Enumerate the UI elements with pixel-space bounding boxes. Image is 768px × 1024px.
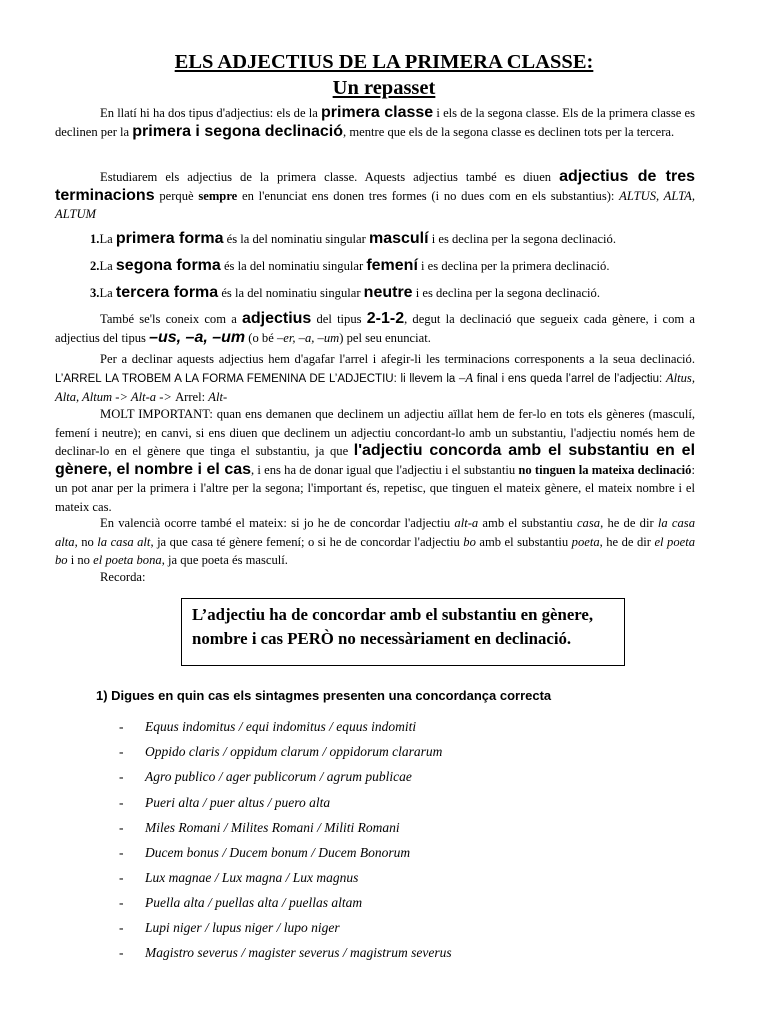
exercise-question: 1) Digues en quin cas els sintagmes presenten una concordança correcta	[96, 688, 552, 703]
root-paragraph: Per a declinar aquests adjectius hem d'agafar l'arrel i afegir-li les terminacions corresponents a la seua declinació. L’ARREL LA TROBEM A LA FORMA FEMENINA DE L’ADJECTIU: li llevem la –A final i ens queda l’arrel de l’adjectiu: Altus, Alta, Altum -> Alt-a -> Arrel: Alt-	[55, 352, 695, 404]
type-paragraph: També se'ls coneix com a adjectius del tipus 2-1-2, degut la declinació que segueix cada gènere, i com a adjectius del tipus –us, –a, –um (o bé –er, –a, –um) pel seu enunciat.	[55, 310, 695, 346]
rule-line: nombre i cas PERÒ no necessàriament en declinació.	[192, 629, 572, 648]
page-title: ELS ADJECTIUS DE LA PRIMERA CLASSE:	[174, 51, 594, 73]
rule-box	[181, 598, 625, 666]
list-item: - Puella alta / puellas alta / puellas altam	[119, 895, 363, 910]
list-item: - Lux magnae / Lux magna / Lux magnus	[119, 870, 359, 885]
list-item: - Oppido claris / oppidum clarum / oppidorum clararum	[119, 744, 443, 759]
intro-paragraph: En llatí hi ha dos tipus d'adjectius: els de la primera classe i els de la segona classe. Els de la primera classe es declinen per la primera i segona declinació, mentre que els de la segona classe es declinen tots per la tercera.	[55, 104, 695, 140]
recorda-label: Recorda:	[100, 570, 146, 584]
valencian-paragraph: En valencià ocorre també el mateix: si jo he de concordar l'adjectiu alt-a amb el substantiu casa, he de dir la casa alta, no la casa alt, ja que casa té gènere femení; o si he de concordar l'adjectiu bo amb el substantiu poeta, he de dir el poeta bo i no el poeta bona, ja que poeta és masculí.	[55, 516, 695, 567]
three-terminations-paragraph: Estudiarem els adjectius de la primera classe. Aquests adjectius també es diuen adjectius de tres terminacions perquè sempre en l'enunciat ens donen tres formes (i no dues com en els substantius): ALTUS, ALTA, ALTUM	[55, 168, 696, 221]
rule-line: L’adjectiu ha de concordar amb el substantiu en gènere,	[192, 605, 594, 624]
list-item: - Equus indomitus / equi indomitus / equus indomiti	[119, 719, 417, 734]
important-paragraph: MOLT IMPORTANT: quan ens demanen que declinem un adjectiu aïllat hem de fer-lo en tots els gèneres (masculí, femení i neutre); en canvi, si ens diuen que declinem un adjectiu concordant-lo amb un substantiu, l'adjectiu només hem de declinar-lo en el gènere que tinga el substantiu, ja que l'adjectiu concorda amb el substantiu en el gènere, el nombre i el cas, i ens ha de donar igual que l'adjectiu i el substantiu no tinguen la mateixa declinació: un pot anar per la primera i l'altre per la segona; l'important és, repetisc, que tinguen el mateix gènere, el mateix nombre i el mateix cas.	[55, 407, 696, 514]
list-item: - Lupi niger / lupus niger / lupo niger	[119, 920, 340, 935]
list-item: 1.La primera forma és la del nominatiu singular masculí i es declina per la segona declinació.	[90, 230, 617, 247]
list-item: - Magistro severus / magister severus / magistrum severus	[119, 945, 452, 960]
list-item: 3.La tercera forma és la del nominatiu singular neutre i es declina per la segona declinació.	[90, 284, 601, 301]
list-item: - Ducem bonus / Ducem bonum / Ducem Bonorum	[119, 845, 411, 860]
list-item: - Miles Romani / Milites Romani / Militi Romani	[119, 820, 400, 835]
page-subtitle: Un repasset	[332, 77, 436, 99]
list-item: - Pueri alta / puer altus / puero alta	[119, 795, 331, 810]
list-item: 2.La segona forma és la del nominatiu singular femení i es declina per la primera declinació.	[90, 257, 610, 274]
list-item: - Agro publico / ager publicorum / agrum publicae	[119, 769, 412, 784]
